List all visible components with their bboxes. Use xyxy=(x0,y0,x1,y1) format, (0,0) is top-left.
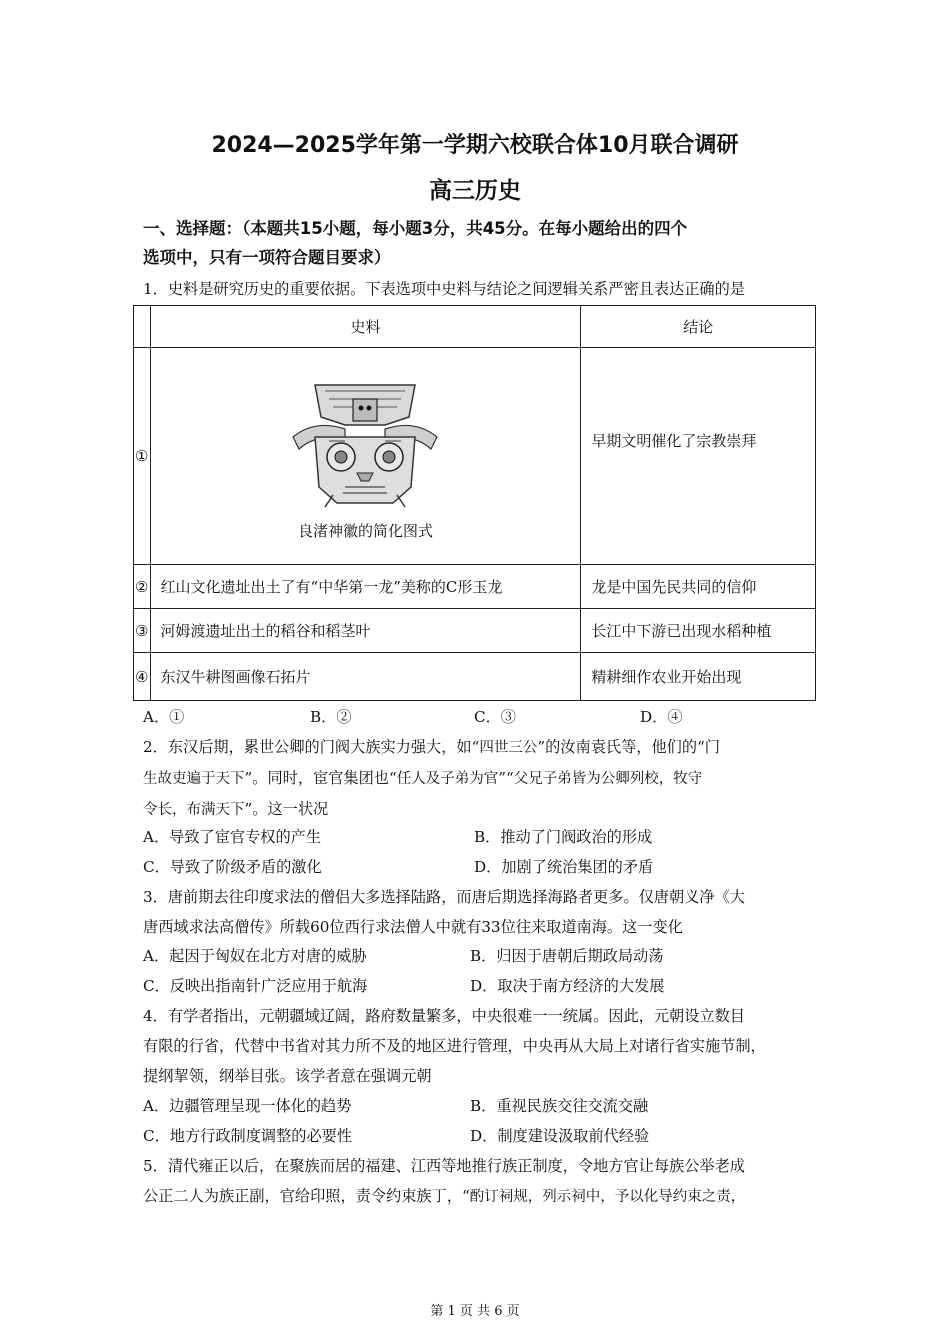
q3-option-c[interactable]: C．反映出指南针广泛应用于航海 xyxy=(143,977,368,995)
q4-line: 有限的行省，代替中书省对其力所不及的地区进行管理，中央再从大局上对诸行省实施节制， xyxy=(143,1037,766,1055)
emblem-caption: 良渚神徽的简化图式 xyxy=(297,522,433,540)
q4-option-d[interactable]: D．制度建设汲取前代经验 xyxy=(470,1127,650,1145)
row-source: 河姆渡遗址出土的稻谷和稻茎叶 xyxy=(150,609,581,653)
table-header-blank xyxy=(134,306,151,348)
table-header-conclusion: 结论 xyxy=(581,306,816,348)
row-conclusion: 早期文明催化了宗教崇拜 xyxy=(581,348,816,565)
table-row xyxy=(134,609,816,653)
q1-option-a[interactable]: A．① xyxy=(143,708,185,726)
q5-line: 5．清代雍正以后，在聚族而居的福建、江西等地推行族正制度，令地方官让每族公举老成 xyxy=(143,1157,745,1175)
row-source: 红山文化遗址出土了有“中华第一龙”美称的C形玉龙 xyxy=(150,565,581,609)
q3-option-a[interactable]: A．起因于匈奴在北方对唐的威胁 xyxy=(143,947,367,965)
q2-quote: 父兄子弟皆为公卿列校，牧守 xyxy=(513,771,703,787)
row-number: ③ xyxy=(134,609,151,653)
q3-stem xyxy=(143,882,815,942)
q4-option-a[interactable]: A．边疆管理呈现一体化的趋势 xyxy=(143,1097,352,1115)
q2-text: 2．东汉后期，累世公卿的门阀大族实力强大，如“ xyxy=(143,738,480,756)
q4-option-c[interactable]: C．地方行政制度调整的必要性 xyxy=(143,1127,353,1145)
q3-option-d[interactable]: D．取决于南方经济的大发展 xyxy=(470,977,665,995)
q2-option-c[interactable]: C．导致了阶级矛盾的激化 xyxy=(143,858,322,876)
q1-table xyxy=(133,305,816,701)
row-source: 东汉牛耕图画像石拓片 xyxy=(150,653,581,701)
q3-line: 3．唐前期去往印度求法的僧侣大多选择陆路，而唐后期选择海路者更多。仅唐朝义净《大 xyxy=(143,888,745,906)
q2-quote: 任人及子弟为官 xyxy=(396,771,499,787)
section-heading-line1: 一、选择题：（本题共15小题，每小题3分，共45分。在每小题给出的四个 xyxy=(143,219,688,238)
q5-text: 公正二人为族正副，官给印照，责令约束族丁，“ xyxy=(143,1187,470,1205)
q2-quote: 生故吏遍于天下 xyxy=(143,771,245,787)
section-heading-line2: 选项中，只有一项符合题目要求） xyxy=(143,248,391,267)
table-row xyxy=(134,565,816,609)
q2-stem xyxy=(143,732,815,825)
q1-option-b[interactable]: B．② xyxy=(310,708,352,726)
q2-text: ”。这一状况 xyxy=(244,800,329,818)
table-row xyxy=(134,348,816,565)
q1-option-d[interactable]: D．④ xyxy=(640,708,683,726)
subject-title: 高三历史 xyxy=(429,178,521,204)
q1-option-c[interactable]: C．③ xyxy=(474,708,516,726)
page-footer: 第 1 页 共 6 页 xyxy=(430,1304,520,1319)
row-conclusion: 龙是中国先民共同的信仰 xyxy=(581,565,816,609)
q1-stem: 1．史料是研究历史的重要依据。下表选项中史料与结论之间逻辑关系严密且表达正确的是 xyxy=(143,280,745,298)
section-heading xyxy=(143,214,823,272)
table-header-source: 史料 xyxy=(150,306,581,348)
q2-quote: 令长，布满天下 xyxy=(143,802,245,818)
q5-stem xyxy=(143,1151,815,1212)
q3-line: 唐西域求法高僧传》所载60位西行求法僧人中就有33位往来取道南海。这一变化 xyxy=(143,918,683,936)
q4-option-b[interactable]: B．重视民族交往交流交融 xyxy=(470,1097,649,1115)
exam-title: 2024—2025学年第一学期六校联合体10月联合调研 xyxy=(211,133,739,158)
table-header-row xyxy=(134,306,816,348)
q3-option-b[interactable]: B．归因于唐朝后期政局动荡 xyxy=(470,947,664,965)
row-conclusion: 精耕细作农业开始出现 xyxy=(581,653,816,701)
q2-quote: 四世三公 xyxy=(479,740,538,756)
table-row xyxy=(134,653,816,701)
row-number: ② xyxy=(134,565,151,609)
q4-stem xyxy=(143,1001,815,1091)
q2-option-d[interactable]: D．加剧了统治集团的矛盾 xyxy=(474,858,654,876)
q4-line: 4．有学者指出，元朝疆域辽阔，路府数量繁多，中央很难一一统属。因此，元朝设立数目 xyxy=(143,1007,745,1025)
q2-text: ”。同时，宦官集团也“ xyxy=(244,769,397,787)
row-number: ④ xyxy=(134,653,151,701)
q2-text: ”的汝南袁氏等，他们的“门 xyxy=(537,738,720,756)
q2-option-a[interactable]: A．导致了宦官专权的产生 xyxy=(143,828,322,846)
row-conclusion: 长江中下游已出现水稻种植 xyxy=(581,609,816,653)
q2-option-b[interactable]: B．推动了门阀政治的形成 xyxy=(474,828,653,846)
row-source-cell xyxy=(150,348,581,565)
row-number: ① xyxy=(134,348,151,565)
q5-quote: 酌订祠规，列示祠中，予以化导约束之责， xyxy=(469,1189,746,1205)
q2-text: ”“ xyxy=(498,769,514,787)
liangzhu-emblem-image xyxy=(285,377,445,512)
q4-line: 提纲挈领，纲举目张。该学者意在强调元朝 xyxy=(143,1067,432,1085)
